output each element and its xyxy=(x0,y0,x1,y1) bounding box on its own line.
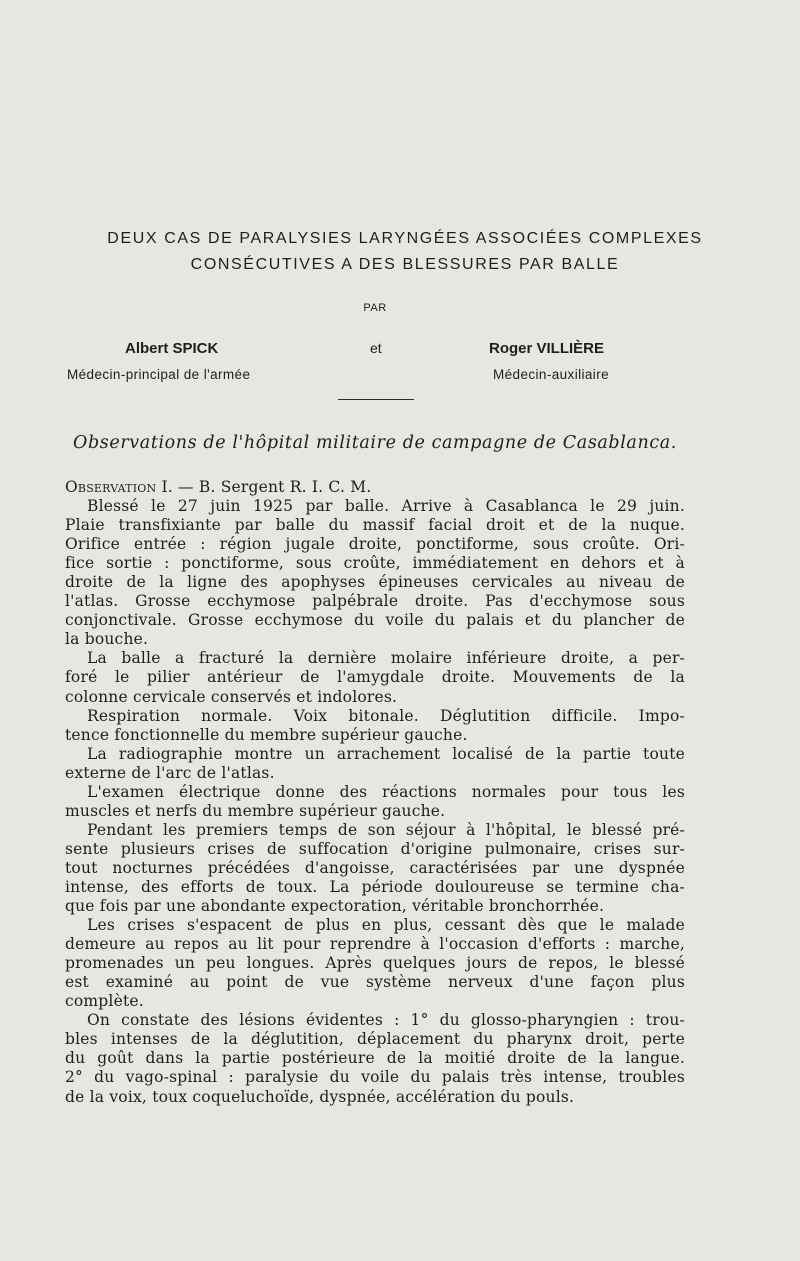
observation-heading: I. — B. Sergent R. I. C. M. xyxy=(161,478,372,496)
conjunction-et: et xyxy=(370,340,382,356)
body-line: Orifice entrée : région jugale droite, ponctiforme, sous croûte. Ori- xyxy=(65,535,685,554)
body-line: conjonctivale. Grosse ecchymose du voile du palais et du plancher de xyxy=(65,611,685,630)
body-line: droite de la ligne des apophyses épineuses cervicales au niveau de xyxy=(65,573,685,592)
author-2-role: Médecin-auxiliaire xyxy=(493,367,609,382)
body-line: demeure au repos au lit pour reprendre à l'occasion d'efforts : marche, xyxy=(65,935,685,954)
body-line: de la voix, toux coqueluchoïde, dyspnée, accélération du pouls. xyxy=(65,1087,575,1106)
body-line xyxy=(65,478,685,497)
body-line: l'atlas. Grosse ecchymose palpébrale droite. Pas d'ecchymose sous xyxy=(65,592,685,611)
body-line: complète. xyxy=(65,992,144,1011)
body-line: que fois par une abondante expectoration, véritable bronchorrhée. xyxy=(65,897,605,916)
body-line: la bouche. xyxy=(65,630,149,649)
observation-label: Observation xyxy=(65,478,157,496)
body-line: Respiration normale. Voix bitonale. Déglutition difficile. Impo- xyxy=(87,706,685,725)
body-line: bles intenses de la déglutition, déplacement du pharynx droit, perte xyxy=(65,1030,685,1049)
body-line: est examiné au point de vue système nerveux d'une façon plus xyxy=(65,973,685,992)
article-title-line-2: CONSÉCUTIVES A DES BLESSURES PAR BALLE xyxy=(190,256,620,273)
body-line: Pendant les premiers temps de son séjour à l'hôpital, le blessé pré- xyxy=(87,820,685,839)
observation-body xyxy=(65,478,685,1107)
body-line: tence fonctionnelle du membre supérieur gauche. xyxy=(65,725,468,744)
author-2-name: Roger VILLIÈRE xyxy=(489,340,605,357)
body-line: Plaie transfixiante par balle du massif facial droit et de la nuque. xyxy=(65,516,685,535)
separator-rule xyxy=(338,399,414,400)
body-line: Blessé le 27 juin 1925 par balle. Arrive à Casablanca le 29 juin. xyxy=(87,497,685,516)
body-line: L'examen électrique donne des réactions normales pour tous les xyxy=(87,782,685,801)
body-line: tout nocturnes précédées d'angoisse, caractérisées par une dyspnée xyxy=(65,858,685,877)
body-line: externe de l'arc de l'atlas. xyxy=(65,763,275,782)
body-line: On constate des lésions évidentes : 1° du glosso-pharyngien : trou- xyxy=(87,1011,685,1030)
body-line: intense, des efforts de toux. La période douloureuse se termine cha- xyxy=(65,877,685,896)
body-line: promenades un peu longues. Après quelques jours de repos, le blessé xyxy=(65,954,685,973)
body-line: sente plusieurs crises de suffocation d'origine pulmonaire, crises sur- xyxy=(65,839,685,858)
author-1-name: Albert SPICK xyxy=(125,340,219,357)
body-line: 2° du vago-spinal : paralysie du voile du palais très intense, troubles xyxy=(65,1068,685,1087)
body-line: La radiographie montre un arrachement localisé de la partie toute xyxy=(87,744,685,763)
section-subtitle: Observations de l'hôpital militaire de campagne de Casablanca. xyxy=(73,433,677,453)
body-line: fice sortie : ponctiforme, sous croûte, immédiatement en dehors et à xyxy=(65,554,685,573)
par-label: PAR xyxy=(363,302,387,314)
body-line: colonne cervicale conservés et indolores. xyxy=(65,687,398,706)
body-line: La balle a fracturé la dernière molaire inférieure droite, a per- xyxy=(87,649,685,668)
article-title-line-1: DEUX CAS DE PARALYSIES LARYNGÉES ASSOCIÉES COMPLEXES xyxy=(107,230,703,247)
body-line: foré le pilier antérieur de l'amygdale droite. Mouvements de la xyxy=(65,668,685,687)
body-line: Les crises s'espacent de plus en plus, cessant dès que le malade xyxy=(87,916,685,935)
body-line: muscles et nerfs du membre supérieur gauche. xyxy=(65,801,446,820)
author-1-role: Médecin-principal de l'armée xyxy=(67,367,251,382)
body-line: du goût dans la partie postérieure de la moitié droite de la langue. xyxy=(65,1049,685,1068)
